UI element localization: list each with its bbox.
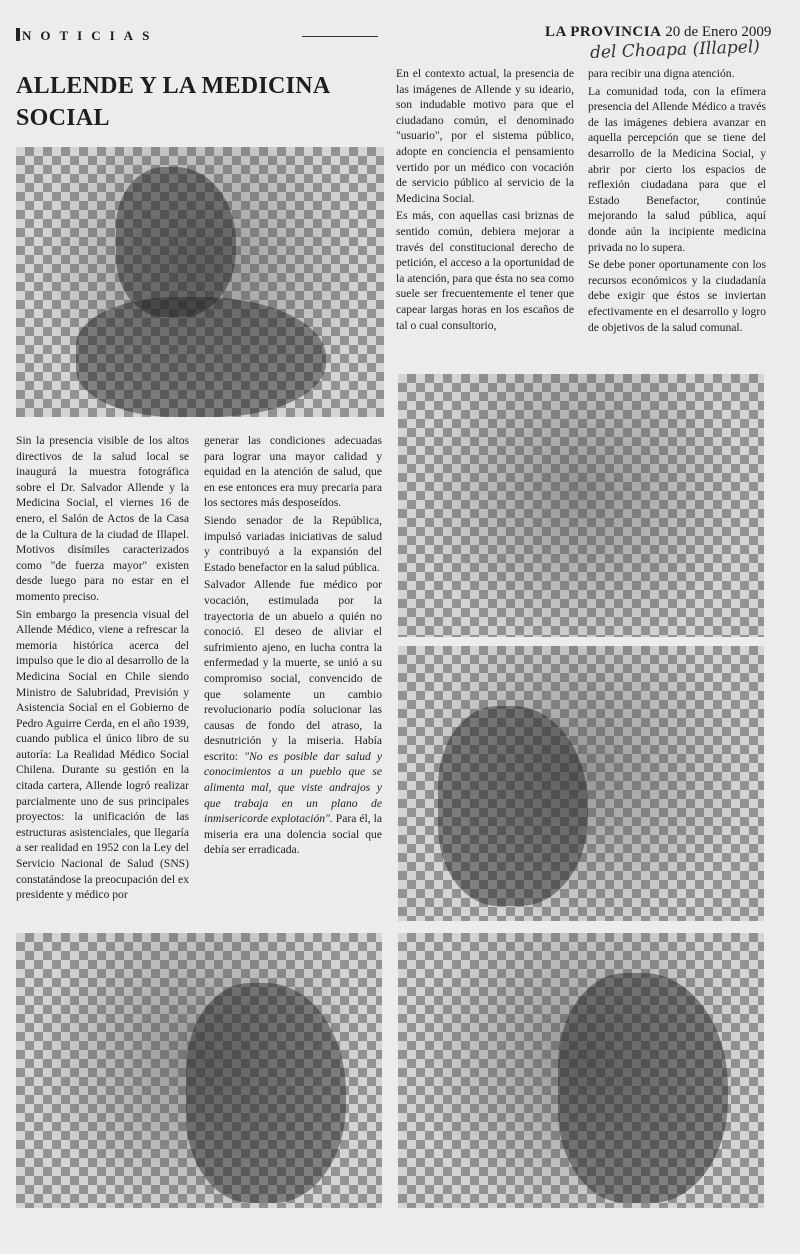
paragraph: Sin la presencia visible de los altos directivos de la salud local se inaugurá la muestra fotográfica sobre el Dr. Salvador Allende y la Medicina Social, el viernes 16 de enero, el Salón de Actos de la Casa de la Cultura de la ciudad de Illapel. Motivos disímiles caracterizados como "de fuerza mayor" existen desde luego para no estar en el momento preciso. <box>16 434 189 603</box>
paragraph: Es más, con aquellas casi briznas de sentido común, debiera mejorar a través del constitucional derecho de petición, el acceso a la oportunidad de la atención, para que ésta no sea como suele ser frecuentemente el tener que capear largas horas en los escaños de tal o cual consultorio, <box>396 209 574 332</box>
article-column-1 <box>16 433 189 905</box>
newspaper-masthead: LA PROVINCIA 20 de Enero 2009 <box>545 24 772 40</box>
paragraph: La comunidad toda, con la efímera presencia del Allende Médico a través de las imágenes debiera avanzar en aquella percepción que se tiene del desarrollo de la Medicina Social, y abrir por cierto los espacios de reflexión ciudadana para que el Estado Benefactor, continúe mejorando la salud pública, aquí donde aún la incipiente medicina privada no lo supera. <box>588 84 766 254</box>
paragraph: En el contexto actual, la presencia de las imágenes de Allende y su ideario, son indudable motivo para que el ciudadano común, el denominado "usuario", por el sistema público, adopte en conciencia el pensamiento vertido por un médico con vocación de servicio público al servicio de la Medicina Social. <box>396 67 574 205</box>
handwritten-note: del Choapa (Illapel) <box>589 37 761 63</box>
paragraph: para recibir una digna atención. <box>588 67 735 80</box>
paragraph: Siendo senador de la República, impulsó variadas iniciativas de salud y contribuyó a la expansión del Estado benefactor en la salud pública. <box>204 513 382 574</box>
photo-middle-right <box>398 646 764 921</box>
photo-bottom-right <box>398 933 764 1208</box>
photo-allende-portrait <box>16 147 384 417</box>
article-column-3 <box>396 66 574 335</box>
photo-bottom-left <box>16 933 382 1208</box>
page-header <box>0 22 800 72</box>
article-column-4 <box>588 66 766 337</box>
article-column-2 <box>204 433 382 860</box>
paragraph: Sin embargo la presencia visual del Allende Médico, viene a refrescar la memoria histórica acerca del impulso que le dio al desarrollo de la Medicina Social en Chile siendo Ministro de Salubridad, Previsión y Asistencia Social en el Gobierno de Pedro Aguirre Cerda, en el año 1939, cuando publica el único libro de su autoría: La Realidad Médico Social Chilena. Durante su gestión en la citada cartera, Allende logró realizar parcialmente uno de sus principales proyectos: la unificación de las estructuras asistenciales, que llegaría a ser realidad en 1952 con la Ley del Servicio Nacional de Salud (SNS) constatándose la preocupación del ex presidente y médico por <box>16 607 189 902</box>
section-label: NOTICIAS <box>16 28 158 44</box>
paragraph: Se debe poner oportunamente con los recursos económicos y la ciudadanía debe exigir que éstos se inviertan efectivamente en el desarrollo y logro de objetivos de la salud comunal. <box>588 258 766 334</box>
paragraph: generar las condiciones adecuadas para lograr una mayor calidad y equidad en la atención de salud, que en ese entonces era muy precaria para los sectores más desposeídos. <box>204 434 382 510</box>
photo-top-right <box>398 374 764 637</box>
header-rule <box>302 36 378 37</box>
allende-quote: "No es posible dar salud y conocimientos a un pueblo que se alimenta mal, que viste andrajos y que trabaja en un plano de inmisericorde explotación". <box>204 749 382 826</box>
article-title: ALLENDE Y LA MEDICINA SOCIAL <box>16 73 330 131</box>
paragraph: Salvador Allende fue médico por vocación, estimulada por la trayectoria de un abuelo a quién no conoció. El deseo de aliviar el sufrimiento ajeno, en lucha contra la enfermedad y la muerte, se unió a su compromiso social, convencido de que solamente un cambio revolucionario podía solucionar las causas de fondo del atraso, la desnutrición y la miseria. Había escrito: "No es posible dar salud y conocimientos a un pueblo que se alimenta mal, que viste andrajos y que trabaja en un plano de inmisericorde explotación". Para él, la miseria era una dolencia social que debía ser erradicada. <box>204 578 382 857</box>
